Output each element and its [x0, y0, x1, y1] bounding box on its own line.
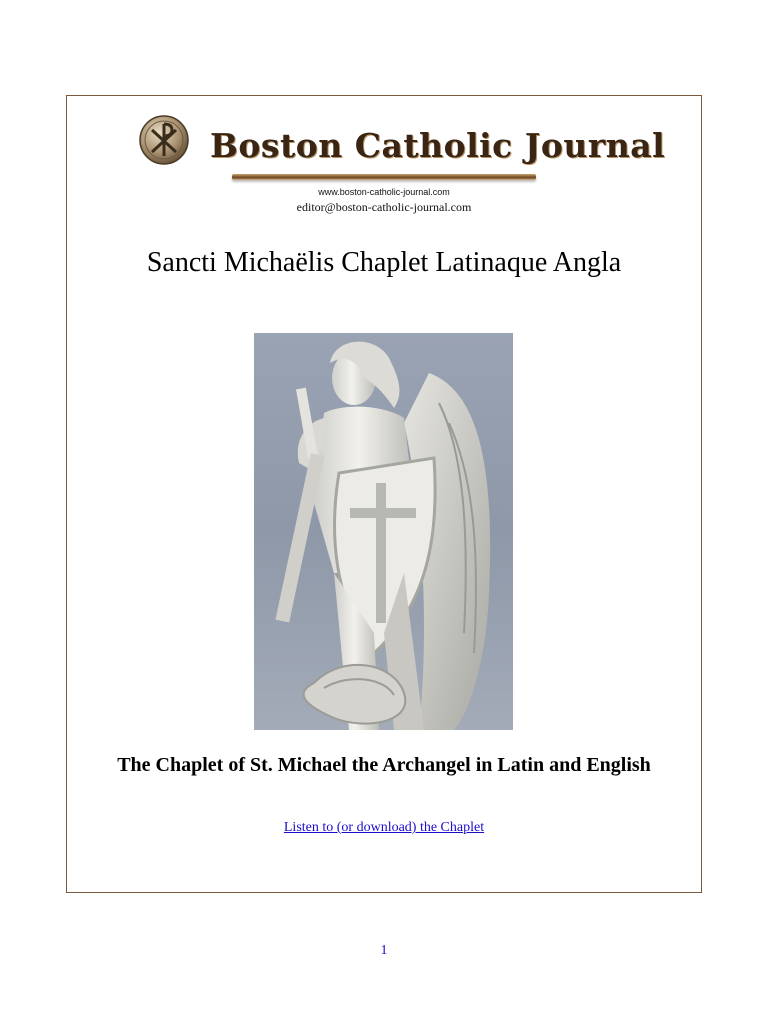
- page-number: 1: [380, 943, 388, 958]
- document-subtitle: The Chaplet of St. Michael the Archangel in Latin and English: [117, 754, 651, 776]
- editor-email: editor@boston-catholic-journal.com: [296, 200, 472, 214]
- masthead: [138, 114, 666, 174]
- st-michael-statue-image: [254, 333, 513, 730]
- masthead-rule: [232, 174, 536, 180]
- listen-chaplet-link[interactable]: Listen to (or download) the Chaplet: [283, 820, 485, 835]
- page-title: Sancti Michaëlis Chaplet Latinaque Angla: [146, 247, 622, 278]
- website-url: www.boston-catholic-journal.com: [318, 187, 450, 197]
- journal-name: Boston Catholic Journal: [210, 126, 666, 165]
- statue-illustration: [254, 333, 513, 730]
- chi-rho-seal-icon: [138, 114, 190, 166]
